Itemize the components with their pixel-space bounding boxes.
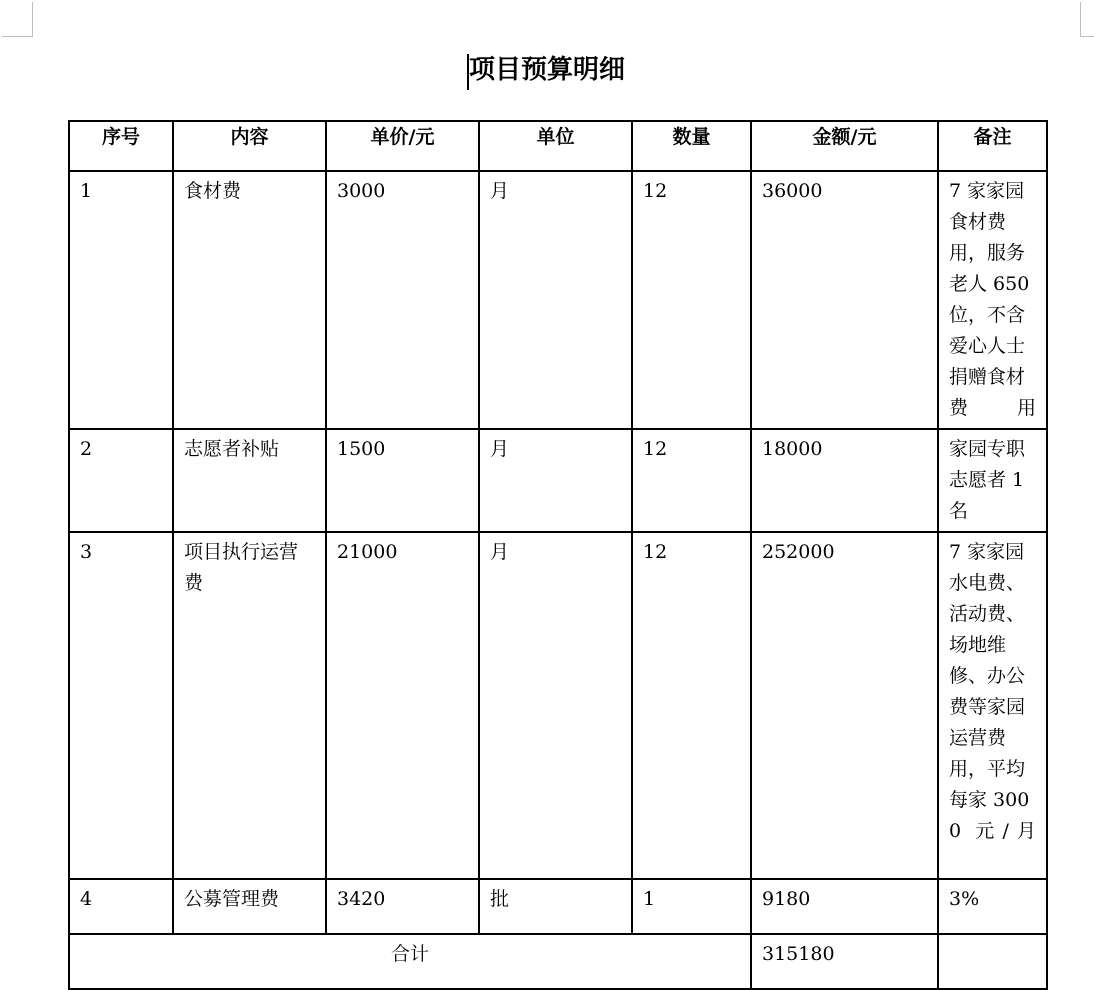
document-title-block [0, 50, 1094, 90]
total-amount[interactable]: 315180 [751, 934, 938, 989]
cell-amount[interactable]: 252000 [751, 532, 938, 879]
cell-content[interactable]: 食材费 [173, 171, 326, 429]
cell-quantity[interactable]: 12 [632, 171, 751, 429]
table-row [69, 429, 1047, 532]
cell-note[interactable]: 3% [938, 879, 1047, 934]
header-cell-amount[interactable]: 金额/元 [751, 121, 938, 171]
cell-amount[interactable]: 18000 [751, 429, 938, 532]
header-cell-content[interactable]: 内容 [173, 121, 326, 171]
cell-unit[interactable]: 月 [479, 429, 632, 532]
cell-quantity[interactable]: 12 [632, 429, 751, 532]
cell-no[interactable]: 2 [69, 429, 173, 532]
cell-content[interactable]: 项目执行运营费 [173, 532, 326, 879]
cell-no[interactable]: 4 [69, 879, 173, 934]
header-cell-note[interactable]: 备注 [938, 121, 1047, 171]
table-header-row [69, 121, 1047, 171]
cell-amount[interactable]: 36000 [751, 171, 938, 429]
table-total-row [69, 934, 1047, 989]
cell-unit[interactable]: 月 [479, 171, 632, 429]
cell-note[interactable]: 家园专职志愿者 1 名 [938, 429, 1047, 532]
header-cell-unit-price[interactable]: 单价/元 [326, 121, 479, 171]
cell-unit-price[interactable]: 3420 [326, 879, 479, 934]
total-label[interactable]: 合计 [69, 934, 751, 989]
table-row [69, 879, 1047, 934]
table-row [69, 532, 1047, 879]
cell-unit[interactable]: 月 [479, 532, 632, 879]
page-title[interactable]: 项目预算明细 [468, 55, 625, 85]
cell-note[interactable]: 7 家家园水电费、活动费、场地维修、办公费等家园运营费用，平均每家 3000 元/月 [938, 532, 1047, 879]
header-cell-unit[interactable]: 单位 [479, 121, 632, 171]
page-corner-mark-left [2, 2, 33, 37]
cell-quantity[interactable]: 12 [632, 532, 751, 879]
header-cell-quantity[interactable]: 数量 [632, 121, 751, 171]
cell-amount[interactable]: 9180 [751, 879, 938, 934]
cell-unit-price[interactable]: 3000 [326, 171, 479, 429]
total-note[interactable] [938, 934, 1047, 989]
page-corner-mark-right [1080, 2, 1094, 37]
cell-content[interactable]: 公募管理费 [173, 879, 326, 934]
cell-note[interactable]: 7 家家园食材费用，服务老人 650 位，不含爱心人士捐赠食材费用 [938, 171, 1047, 429]
cell-unit-price[interactable]: 21000 [326, 532, 479, 879]
cell-no[interactable]: 1 [69, 171, 173, 429]
cell-no[interactable]: 3 [69, 532, 173, 879]
text-cursor [467, 54, 469, 90]
header-cell-no[interactable]: 序号 [69, 121, 173, 171]
cell-unit-price[interactable]: 1500 [326, 429, 479, 532]
cell-quantity[interactable]: 1 [632, 879, 751, 934]
cell-content[interactable]: 志愿者补贴 [173, 429, 326, 532]
table-row [69, 171, 1047, 429]
budget-table [68, 120, 1048, 990]
cell-unit[interactable]: 批 [479, 879, 632, 934]
